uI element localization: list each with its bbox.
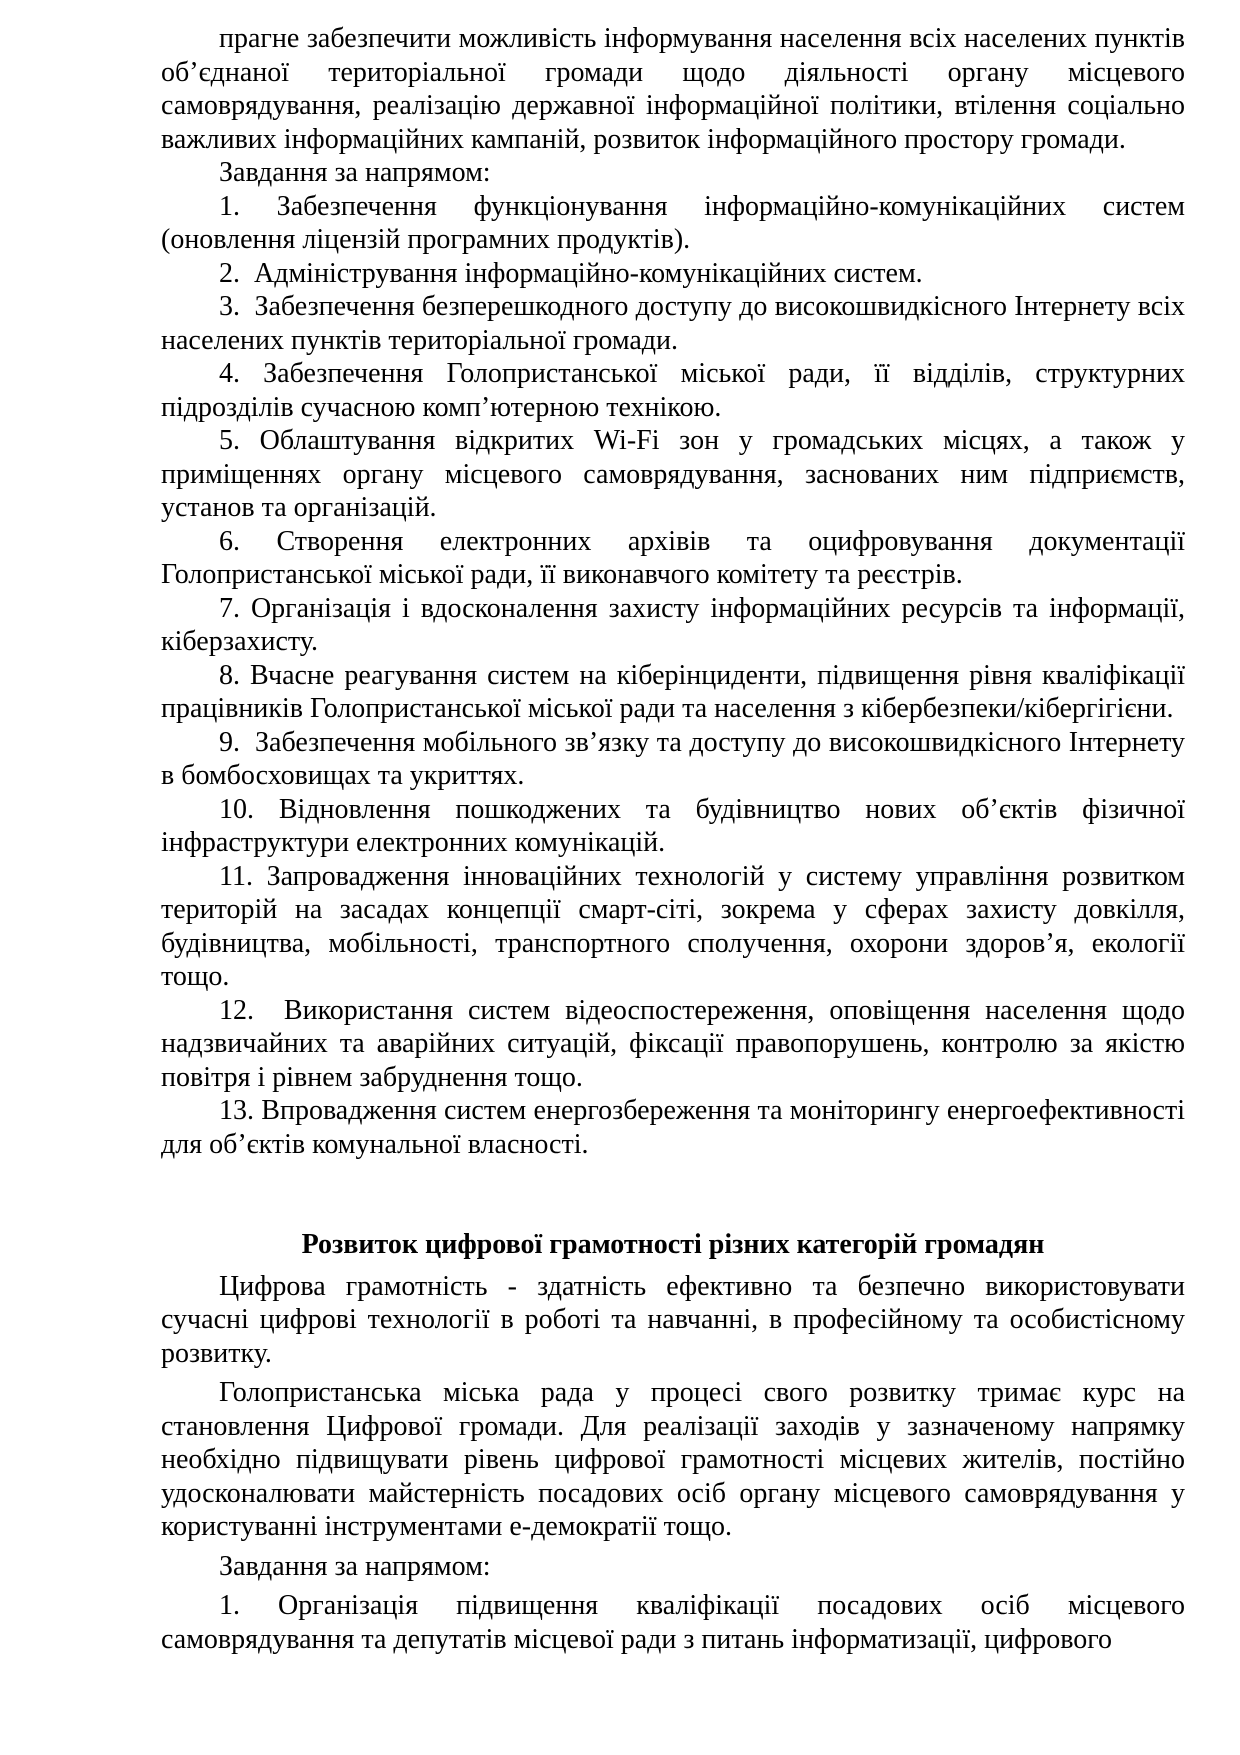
task-item-3: 3. Забезпечення безперешкодного доступу до високошвидкісного Інтернету всіх населених пунктів територіальної громади.	[161, 291, 1192, 356]
task-item-12: 12. Використання систем відеоспостереження, оповіщення населення щодо надзвичайних та аварійних ситуацій, фіксації правопорушень, контролю за якістю повітря і рівнем забруднення тощо.	[161, 994, 1192, 1093]
task-item-1: 1. Забезпечення функціонування інформаційно-комунікаційних систем (оновлення ліцензій програмних продуктів).	[161, 190, 1192, 255]
task-item-5: 5. Облаштування відкритих Wi-Fi зон у громадських місцях, а також у приміщеннях органу місцевого самоврядування, заснованих ним підприємств, установ та організацій.	[161, 425, 1192, 523]
digital-literacy-paragraph-2: Голопристанська міська рада у процесі свого розвитку тримає курс на становлення Цифрової громади. Для реалізації заходів у зазначеному напрямку необхідно підвищувати рівень цифрової грамотності місцевих жителів, постійно удосконалювати майстерність посадових осіб органу місцевого самоврядування у користуванні інструментами е-демократії тощо.	[161, 1377, 1192, 1542]
section2-task-item-1: 1. Організація підвищення кваліфікації посадових осіб місцевого самоврядування та депутатів місцевої ради з питань інформатизації, цифрового	[161, 1590, 1192, 1655]
task-item-4: 4. Забезпечення Голопристанської міської ради, її відділів, структурних підрозділів сучасною комп’ютерною технікою.	[161, 358, 1192, 423]
section-heading-digital-literacy: Розвиток цифрової грамотності різних категорій громадян	[301, 1229, 1045, 1260]
task-item-9: 9. Забезпечення мобільного зв’язку та доступу до високошвидкісного Інтернету в бомбосховищах та укриттях.	[161, 726, 1192, 791]
task-item-6: 6. Створення електронних архівів та оцифровування документації Голопристанської міської ради, її виконавчого комітету та реєстрів.	[161, 525, 1192, 590]
task-item-10: 10. Відновлення пошкоджених та будівництво нових об’єктів фізичної інфраструктури електронних комунікацій.	[161, 793, 1192, 858]
tasks-label-section2: Завдання за напрямом:	[219, 1550, 491, 1582]
task-item-8: 8. Вчасне реагування систем на кіберінциденти, підвищення рівня кваліфікації працівників Голопристанської міської ради та населення з кібербезпеки/кібергігієни.	[161, 659, 1192, 724]
task-item-7: 7. Організація і вдосконалення захисту інформаційних ресурсів та інформації, кіберзахисту.	[161, 592, 1192, 657]
task-item-2: 2. Адміністрування інформаційно-комунікаційних систем.	[219, 257, 923, 289]
task-item-11: 11. Запровадження інноваційних технологій у систему управління розвитком територій на засадах концепції смарт-сіті, зокрема у сферах захисту довкілля, будівництва, мобільності, транспортного сполучення, охорони здоров’я, екології тощо.	[161, 860, 1192, 992]
intro-paragraph: прагне забезпечити можливість інформування населення всіх населених пунктів об’єднаної територіальної громади щодо діяльності органу місцевого самоврядування, реалізацію державної інформаційної політики, втілення соціально важливих інформаційних кампаній, розвиток інформаційного простору громади.	[161, 23, 1192, 155]
task-item-13: 13. Впровадження систем енергозбереження та моніторингу енергоефективності для об’єктів комунальної власності.	[161, 1095, 1192, 1160]
digital-literacy-paragraph-1: Цифрова грамотність - здатність ефективно та безпечно використовувати сучасні цифрові технології в роботі та навчанні, в професійному та особистісному розвитку.	[161, 1270, 1192, 1369]
text-column	[161, 22, 1192, 1656]
tasks-label-section1: Завдання за напрямом:	[219, 157, 491, 188]
